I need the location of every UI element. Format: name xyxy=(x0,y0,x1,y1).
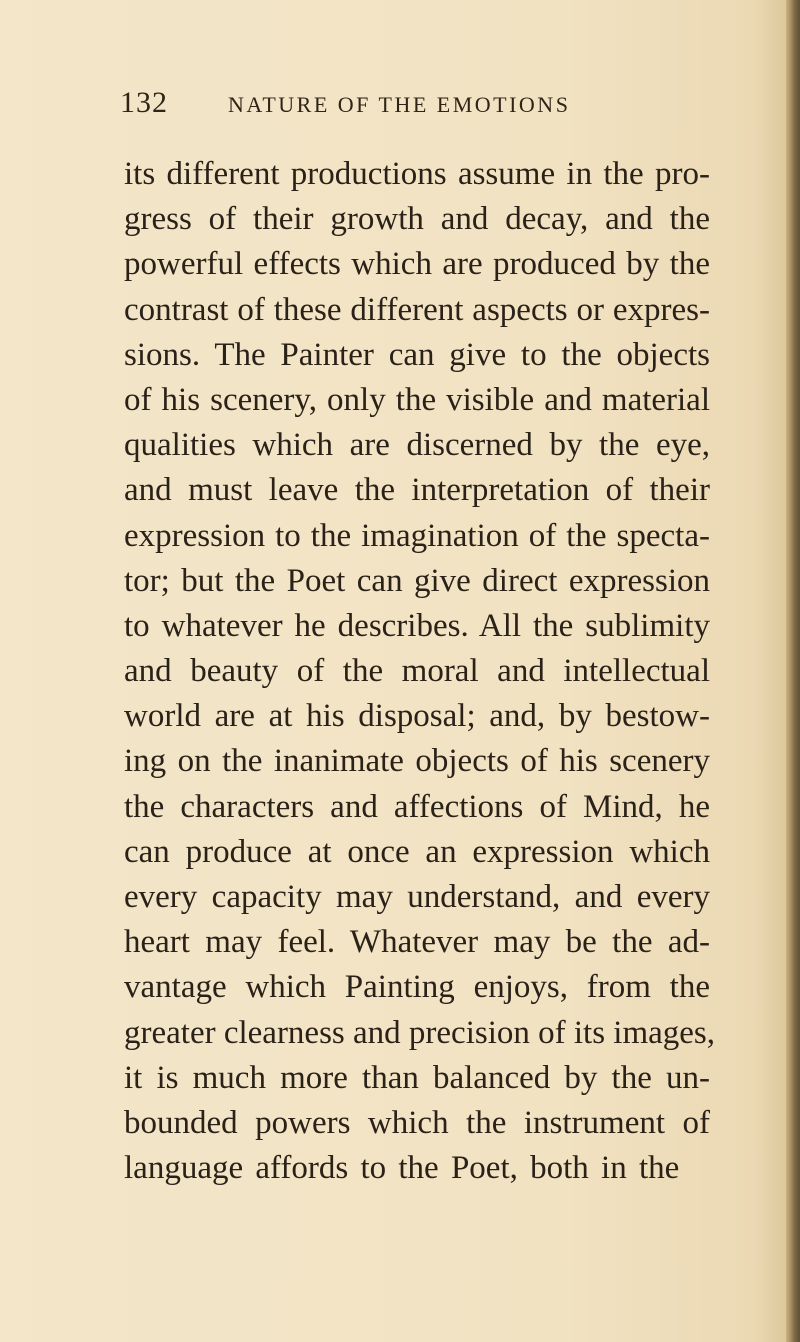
text-line: expression to the imagination of the specta- xyxy=(124,517,710,554)
text-line: bounded powers which the instrument of xyxy=(124,1104,710,1141)
text-line: tor; but the Poet can give direct expression xyxy=(124,562,710,599)
text-line: vantage which Painting enjoys, from the xyxy=(124,969,710,1006)
text-line: and beauty of the moral and intellectual xyxy=(124,653,710,690)
text-line: sions. The Painter can give to the objects xyxy=(124,336,710,373)
page-edge-shadow xyxy=(786,0,800,1342)
text-line: powerful effects which are produced by the xyxy=(124,246,710,283)
text-line: world are at his disposal; and, by bestow- xyxy=(124,698,710,735)
page-number: 132 xyxy=(120,86,168,119)
text-line: gress of their growth and decay, and the xyxy=(124,201,710,238)
text-line: its different productions assume in the pro- xyxy=(124,156,710,192)
text-line: greater clearness and precision of its images, xyxy=(124,1014,716,1051)
page-header xyxy=(0,86,800,126)
text-line: can produce at once an expression which xyxy=(124,833,710,870)
text-line: language affords to the Poet, both in the xyxy=(124,1150,680,1187)
text-line: ing on the inanimate objects of his scenery xyxy=(124,743,710,780)
text-line: qualities which are discerned by the eye, xyxy=(124,427,710,464)
text-line: contrast of these different aspects or expres- xyxy=(124,291,710,328)
body-text xyxy=(124,152,716,1191)
text-line: and must leave the interpretation of their xyxy=(124,472,710,509)
text-line: heart may feel. Whatever may be the ad- xyxy=(124,924,710,961)
running-head: NATURE OF THE EMOTIONS xyxy=(228,92,571,117)
text-line: of his scenery, only the visible and material xyxy=(124,381,710,418)
text-line: to whatever he describes. All the sublimity xyxy=(124,607,710,644)
text-line: every capacity may understand, and every xyxy=(124,879,710,915)
text-line: the characters and affections of Mind, he xyxy=(124,788,710,825)
text-line: it is much more than balanced by the un- xyxy=(124,1059,710,1096)
